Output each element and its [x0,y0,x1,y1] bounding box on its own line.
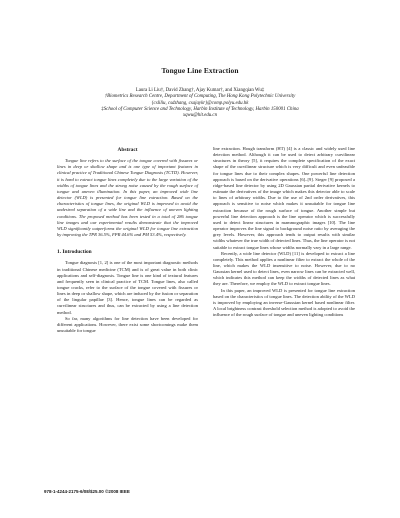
right-paragraph-1: line extraction. Hough transform (HT) [4] is a classic and widely used line detection method. Although it can be used to detect arbitrary curvilinear structures in theory [5], it requires the complete specification of the exact shape of the curvilinear structure which is very difficult and even unfeasible for tongue lines due to their complex shapes. One powerful line detection approach is based on the derivative operations [6]–[9]. Steger [9] proposed a ridge-based line detector by using 2D Gaussian partial derivative kernels to estimate the derivatives of the image which makes this detector able to scale to lines of arbitrary widths. Due to the use of 2nd order derivatives, this approach is sensitive to noise which makes it unsuitable for tongue line extraction because of the rough surface of tongue. Another simple but powerful line detection approach is the line operator which is successfully used to detect linear structures in mammographic images [10]. The line operator improves the line signal to background noise ratio by averaging the grey levels. However, this approach tends to output results with similar widths whatever the true width of detected lines. Thus, the line operator is not suitable to extract tongue lines whose widths normally vary in a large range. [213,146,355,250]
right-column [213,146,355,318]
affiliation-1: †Biometrics Research Centre, Department of Computing, The Hong Kong Polytechnic University [104,94,296,100]
left-column [57,147,198,334]
email-2: xqwu@hit.edu.cn [182,113,218,119]
right-paragraph-2: Recently, a wide line detector (WLD) [11] is developed to extract a line completely. This method applies a nonlinear filter to extract the whole of the line, which makes the WLD insensitive to noise. However, due to no Gaussian kernel used to detect lines, even narrow lines can be extracted well, which indicates this method can keep the widths of detected lines as what they are. Therefore, we employ the WLD to extract tongue lines. [213,250,355,287]
author-names: Laura Li Liu†, David Zhang†, Ajay Kumar†, and Xiangqian Wu‡ [135,88,265,93]
right-paragraph-3: In this paper, an improved WLD is presented for tongue line extraction based on the characteristics of tongue lines. The detection ability of the WLD is improved by employing an inverse-Gaussian kernel based nonlinear filter. A local brightness contrast threshold selection method is adopted to avoid the influence of the rough surface of tongue and uneven lighting conditions [213,287,355,318]
abstract-body [57,158,198,238]
abstract-text: Tongue line refers to the surface of the tongue covered with fissures or lines in deep or shallow shape and is one type of important features in clinical practice of Traditional Chinese Tongue Diagnosis (TCTD). However, it is hard to extract tongue lines completely due to the large variation of the widths of tongue lines and the strong noise caused by the rough surface of tongue and uneven illumination. In this paper, an improved wide line detector (WLD) is presented for tongue line extraction. Based on the characteristics of tongue lines, the original WLD is improved to avoid the undesired separation of a wide line and the influence of uneven lighting conditions. The proposed method has been tested in a total of 286 tongue line images and our experimental results demonstrate that the improved WLD significantly outperforms the original WLD for tongue line extraction by improving the TPR 36.5%, FPR 44.6% and PM 53.4%, respectively. [57,158,198,238]
abstract-heading: Abstract [117,147,138,153]
paper-title: Tongue Line Extraction [161,66,239,75]
intro-heading: 1. Introduction [57,249,92,256]
intro-paragraph-2: So far, many algorithms for line detection have been developed for different applications. However, there exist some shortcomings make them unsuitable for tongue [57,315,198,334]
copyright-footer: 978-1-4244-2175-6/08/$25.00 ©2008 IEEE [44,489,130,494]
affiliation-2: ‡School of Computer Science and Technology, Harbin Institute of Technology, Harbin 150001 China [101,106,299,112]
intro-paragraph-1: Tongue diagnosis [1, 2] is one of the most important diagnostic methods in traditional Chinese medicine (TCM) and is of great value in both clinic applications and self-diagnosis. Tongue line is one kind of textural features and frequently seen in clinical practice of TCM. Tongue lines, also called tongue cracks, refer to the surface of the tongue covered with fissures or lines in deep or shallow shape, which are induced by the fusion or separation of the lingular papillae [3]. Hence, tongue lines can be regarded as curvilinear structures and thus, can be extracted by using a line detection method. [57,260,198,315]
email-1: {csliliu, csdzhang, csajaykr}@comp.polyu.edu.hk [151,100,249,106]
author-block [0,88,400,119]
